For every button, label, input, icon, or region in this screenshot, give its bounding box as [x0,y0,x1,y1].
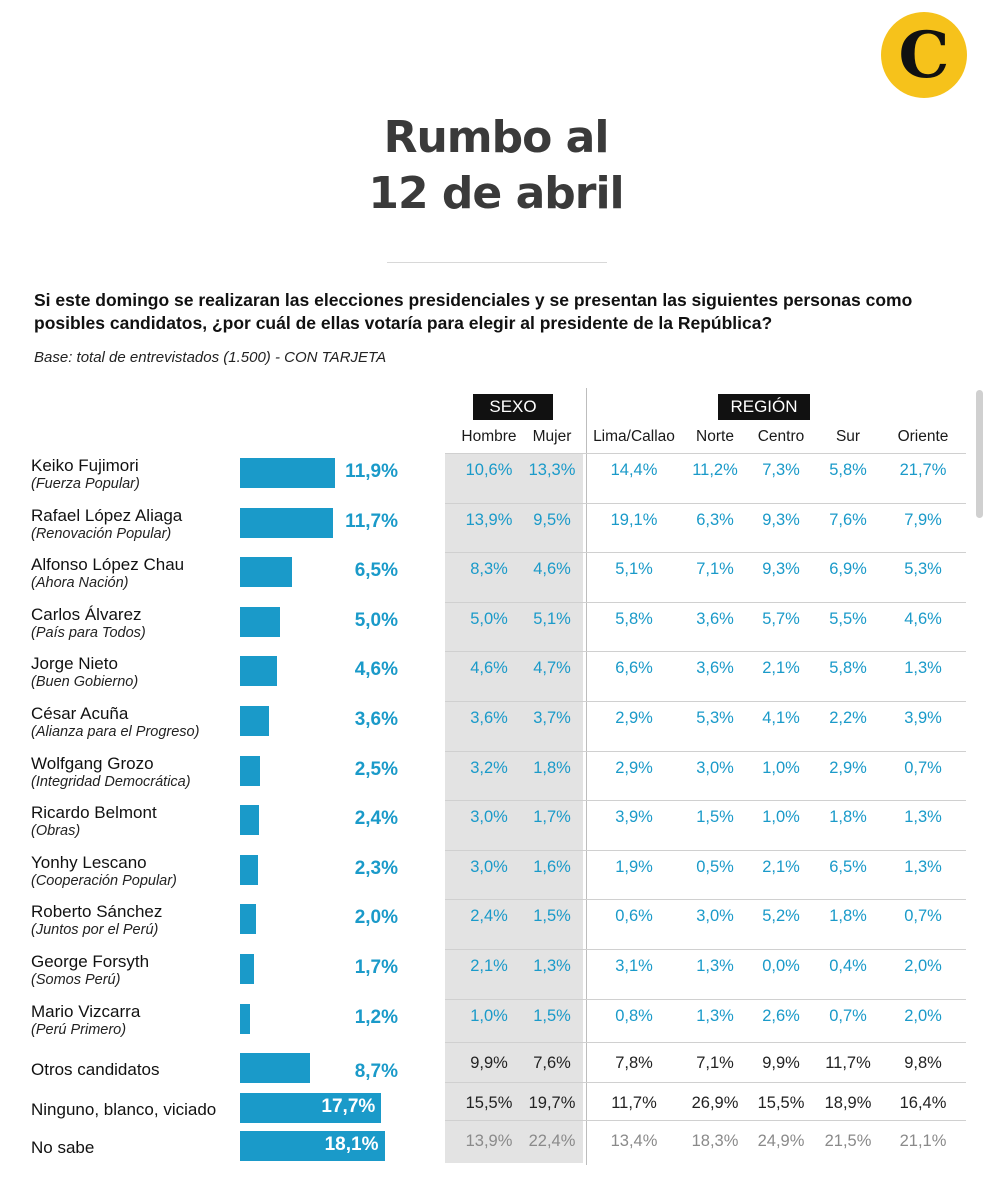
row-divider [445,503,966,504]
cell-sur: 11,7% [825,1054,871,1072]
bar [240,557,292,587]
cell-oriente: 5,3% [904,560,942,579]
cell-sur: 1,8% [829,907,867,926]
bar-value-label: 2,5% [354,758,398,780]
cell-oriente: 2,0% [904,957,942,975]
candidate-name: Jorge Nieto [31,654,118,674]
candidate-name: Roberto Sánchez [31,902,163,922]
cell-lima-callao: 11,7% [611,1094,657,1112]
cell-hombre: 8,3% [470,560,508,579]
cell-centro: 9,3% [762,560,800,579]
cell-centro: 2,6% [762,1006,800,1025]
candidate-party: (Alianza para el Progreso) [31,724,200,740]
title-line-2: 12 de abril [368,168,624,219]
row-divider [445,899,966,900]
cell-centro: 24,9% [757,1132,805,1150]
bar-value-label: 11,9% [345,461,398,482]
candidate-name: Carlos Álvarez [31,604,142,624]
cell-lima-callao: 0,8% [615,1006,653,1025]
cell-mujer: 3,7% [533,709,571,727]
cell-mujer: 1,6% [533,857,571,876]
cell-sur: 21,5% [824,1132,872,1150]
row-divider [445,999,966,1000]
bar [240,805,259,835]
category-name: Otros candidatos [31,1060,160,1079]
cell-norte: 3,0% [696,758,734,777]
bar-value-label: 2,4% [354,808,398,830]
bar-value-label: 1,2% [354,1006,398,1028]
candidate-name: George Forsyth [31,952,150,971]
cell-norte: 3,0% [696,907,734,926]
candidate-party: (Juntos por el Perú) [31,922,159,939]
cell-centro: 5,2% [762,907,800,926]
cell-lima-callao: 2,9% [615,709,653,727]
cell-mujer: 5,1% [533,609,571,628]
bar-value-label: 1,7% [354,957,398,978]
candidate-party: (Perú Primero) [31,1021,127,1038]
cell-oriente: 3,9% [904,709,942,727]
candidate-name: César Acuña [31,704,129,723]
cell-lima-callao: 2,9% [615,758,653,777]
cell-centro: 4,1% [762,709,800,727]
row-divider [445,850,966,851]
cell-norte: 3,6% [696,659,734,678]
cell-hombre: 2,1% [470,957,508,975]
scrollbar[interactable] [976,390,983,518]
cell-mujer: 1,5% [533,907,571,926]
cell-sur: 6,9% [829,560,867,579]
column-header-lima-callao: Lima/Callao [593,428,675,445]
cell-sur: 7,6% [829,510,867,529]
cell-hombre: 4,6% [470,659,508,678]
cell-sur: 5,8% [829,659,867,678]
cell-mujer: 13,3% [528,461,576,479]
cell-lima-callao: 7,8% [615,1054,653,1072]
cell-lima-callao: 19,1% [610,510,658,529]
bar [240,706,269,736]
bar [240,756,260,786]
row-divider [445,602,966,603]
candidate-party: (Cooperación Popular) [31,872,177,889]
row-divider [445,701,966,702]
cell-hombre: 2,4% [470,907,508,926]
bar-value-label: 8,7% [354,1061,398,1082]
cell-oriente: 9,8% [904,1054,942,1072]
candidate-name: Alfonso López Chau [31,555,185,575]
cell-mujer: 22,4% [528,1132,576,1150]
row-divider [445,1120,966,1121]
cell-sur: 5,5% [829,609,867,628]
cell-mujer: 19,7% [528,1094,576,1112]
cell-hombre: 10,6% [465,461,513,479]
cell-sur: 1,8% [829,808,867,827]
cell-centro: 1,0% [762,808,800,827]
candidate-name: Rafael López Aliaga [31,505,183,525]
column-header-centro: Centro [757,428,805,445]
row-divider [445,1082,966,1083]
cell-sur: 18,9% [824,1094,872,1112]
title-divider [387,262,607,263]
cell-lima-callao: 5,1% [615,560,653,579]
candidate-party: (Renovación Popular) [31,525,172,542]
cell-norte: 1,3% [696,1006,734,1025]
cell-lima-callao: 3,1% [615,957,653,975]
candidate-name: Mario Vizcarra [31,1001,141,1021]
cell-oriente: 1,3% [904,808,942,827]
candidate-party: (Ahora Nación) [31,575,129,592]
candidate-party: (Fuerza Popular) [31,476,140,492]
cell-sur: 2,9% [829,758,867,777]
cell-centro: 7,3% [762,461,800,479]
cell-hombre: 15,5% [465,1094,513,1112]
bar [240,656,277,686]
bar-value-label: 18,1% [324,1134,379,1155]
cell-oriente: 4,6% [904,609,942,628]
cell-lima-callao: 3,9% [615,808,653,827]
cell-hombre: 3,0% [470,808,508,827]
column-header-sur: Sur [835,428,861,445]
page-title [0,110,992,222]
cell-norte: 5,3% [696,709,734,727]
cell-centro: 1,0% [762,758,800,777]
row-divider [445,800,966,801]
cell-norte: 1,3% [696,957,734,975]
header-sexo: SEXO [473,394,553,420]
candidate-name: Keiko Fujimori [31,456,139,475]
candidate-party: (País para Todos) [31,624,146,641]
cell-hombre: 9,9% [470,1054,508,1072]
cell-lima-callao: 13,4% [610,1132,658,1150]
cell-mujer: 1,7% [533,808,571,827]
cell-norte: 26,9% [691,1094,739,1112]
row-divider [445,651,966,652]
cell-centro: 2,1% [762,659,800,678]
bar [240,1053,310,1083]
bar-value-label: 17,7% [321,1096,376,1117]
cell-lima-callao: 6,6% [615,659,653,678]
candidate-party: (Somos Perú) [31,972,121,988]
survey-base-note: Base: total de entrevistados (1.500) - CON TARJETA [34,349,387,366]
column-header-hombre: Hombre [461,428,517,445]
candidate-name: Yonhy Lescano [31,852,147,872]
cell-mujer: 4,7% [533,659,571,678]
cell-sur: 5,8% [829,461,867,479]
cell-centro: 5,7% [762,609,800,628]
cell-lima-callao: 5,8% [615,609,653,628]
cell-centro: 15,5% [757,1094,805,1112]
bar-value-label: 6,5% [354,560,398,582]
candidate-name: Ricardo Belmont [31,803,157,823]
candidate-party: (Obras) [31,823,81,840]
cell-oriente: 1,3% [904,857,942,876]
bar [240,607,280,637]
row-divider [445,1042,966,1043]
cell-oriente: 1,3% [904,659,942,678]
cell-sur: 2,2% [829,709,867,727]
cell-sur: 6,5% [829,857,867,876]
cell-hombre: 13,9% [465,510,513,529]
cell-oriente: 21,1% [899,1132,947,1150]
bar [240,904,256,934]
column-header-oriente: Oriente [897,428,949,445]
survey-question: Si este domingo se realizaran las elecciones presidenciales y se presentan las siguientes personas como posibles candidatos, ¿por cuál de ellas votaría para elegir al presidente de la República? [34,290,913,333]
cell-lima-callao: 1,9% [615,857,653,876]
bar-value-label: 4,6% [354,659,398,681]
cell-oriente: 0,7% [904,758,942,777]
cell-norte: 7,1% [696,1054,734,1072]
cell-lima-callao: 14,4% [610,461,658,479]
column-header-norte: Norte [696,428,734,445]
bar-value-label: 11,7% [345,510,398,532]
cell-sur: 0,7% [829,1006,867,1025]
bar [240,954,254,984]
cell-hombre: 5,0% [470,609,508,628]
cell-mujer: 1,5% [533,1006,571,1025]
cell-norte: 6,3% [696,510,734,529]
cell-mujer: 1,8% [533,758,571,777]
cell-hombre: 13,9% [465,1132,513,1150]
row-divider [445,552,966,553]
cell-norte: 18,3% [691,1132,739,1150]
cell-oriente: 21,7% [899,461,947,479]
bar-value-label: 3,6% [354,709,398,730]
cell-centro: 9,3% [762,510,800,529]
category-name: No sabe [31,1138,95,1157]
cell-centro: 2,1% [762,857,800,876]
candidate-party: (Buen Gobierno) [31,674,139,691]
cell-centro: 9,9% [762,1054,800,1072]
row-divider [445,751,966,752]
cell-oriente: 0,7% [904,907,942,926]
bar [240,855,258,885]
cell-hombre: 3,6% [470,709,508,727]
cell-hombre: 3,2% [470,758,508,777]
cell-norte: 7,1% [696,560,734,579]
header-region: REGIÓN [718,394,810,420]
row-divider [445,949,966,950]
cell-oriente: 16,4% [899,1094,947,1112]
cell-norte: 1,5% [696,808,734,827]
cell-norte: 0,5% [696,857,734,876]
cell-hombre: 1,0% [470,1006,508,1025]
column-header-mujer: Mujer [532,428,572,445]
category-name: Ninguno, blanco, viciado [31,1100,217,1119]
bar [240,1004,250,1034]
cell-norte: 3,6% [696,609,734,628]
cell-centro: 0,0% [762,957,800,975]
candidate-party: (Integridad Democrática) [31,773,191,790]
bar-value-label: 5,0% [354,609,398,631]
bar-value-label: 2,3% [354,857,398,879]
cell-lima-callao: 0,6% [615,907,653,926]
title-line-1: Rumbo al [383,112,609,163]
cell-oriente: 7,9% [904,510,942,529]
cell-sur: 0,4% [829,957,867,975]
candidate-name: Wolfgang Grozo [31,753,154,773]
row-divider [445,453,966,454]
cell-mujer: 1,3% [533,957,571,975]
bar-value-label: 2,0% [354,907,398,929]
cell-mujer: 7,6% [533,1054,571,1072]
el-comercio-logo: C [881,12,967,98]
cell-hombre: 3,0% [470,857,508,876]
cell-mujer: 4,6% [533,560,571,579]
cell-norte: 11,2% [692,461,738,479]
cell-mujer: 9,5% [533,510,571,529]
cell-oriente: 2,0% [904,1006,942,1025]
